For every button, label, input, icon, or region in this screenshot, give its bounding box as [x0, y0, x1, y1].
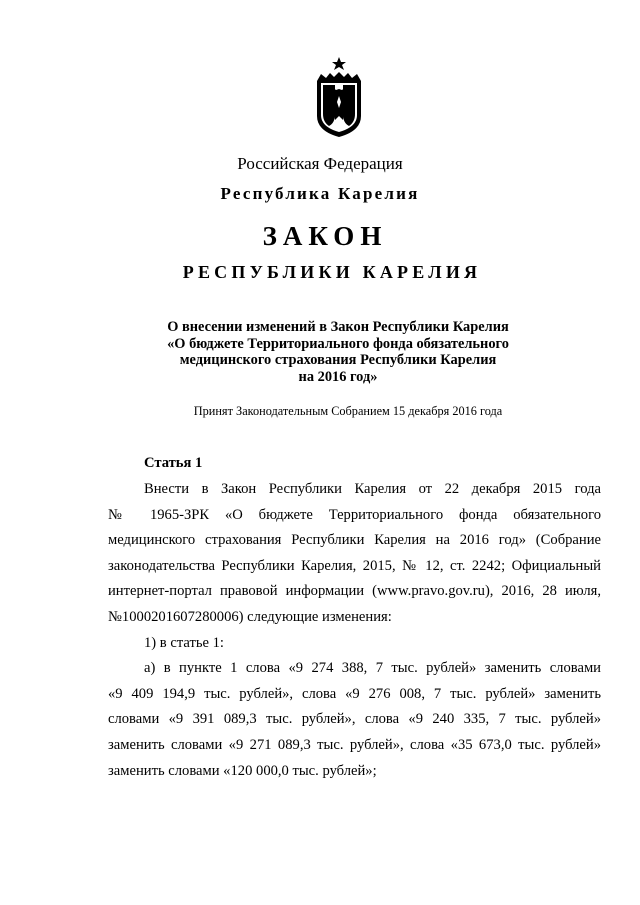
law-title-line: медицинского страхования Республики Карелия	[179, 352, 497, 368]
law-title-line: О внесении изменений в Закон Республики Карелия	[167, 319, 509, 335]
law-heading: ЗАКОН	[262, 221, 388, 251]
article-body	[108, 477, 601, 784]
paragraph-line: интернет-портал правовой информации (www.pravo.gov.ru), 2016, 28 июля,	[108, 583, 601, 600]
paragraph-line: №1000201607280006) следующие изменения:	[108, 608, 392, 625]
law-subheading: РЕСПУБЛИКИ КАРЕЛИЯ	[182, 262, 482, 282]
paragraph-line: Внести в Закон Республики Карелия от 22 декабря 2015 года	[144, 481, 601, 497]
karelia-coat-of-arms-icon	[310, 56, 368, 138]
paragraph-line: «9 409 194,9 тыс. рублей», слова «9 276 008, 7 тыс. рублей» заменить	[108, 685, 601, 702]
article-heading: Статья 1	[144, 455, 203, 471]
paragraph-line: 1) в статье 1:	[144, 634, 224, 651]
federation-name: Российская Федерация	[237, 154, 403, 173]
paragraph-line: словами «9 391 089,3 тыс. рублей», слова «9 240 335, 7 тыс. рублей»	[108, 711, 601, 728]
paragraph-line: № 1965-ЗРК «О бюджете Территориального фонда обязательного	[108, 506, 601, 523]
paragraph-line: заменить словами «9 271 089,3 тыс. рублей», слова «35 673,0 тыс. рублей»	[108, 736, 601, 753]
law-title-line: на 2016 год»	[298, 368, 378, 385]
paragraph-line: медицинского страхования Республики Карелия на 2016 год» (Собрание	[108, 532, 601, 549]
republic-name: Республика Карелия	[220, 184, 420, 203]
adoption-note: Принят Законодательным Собранием 15 декабря 2016 года	[193, 404, 503, 418]
paragraph-line: законодательства Республики Карелия, 2015, № 12, ст. 2242; Официальный	[108, 557, 601, 574]
law-title	[120, 319, 556, 385]
paragraph-line: а) в пункте 1 слова «9 274 388, 7 тыс. рублей» заменить словами	[144, 660, 601, 677]
paragraph-line: заменить словами «120 000,0 тыс. рублей»;	[108, 762, 377, 779]
law-title-line: «О бюджете Территориального фонда обязательного	[167, 335, 509, 352]
